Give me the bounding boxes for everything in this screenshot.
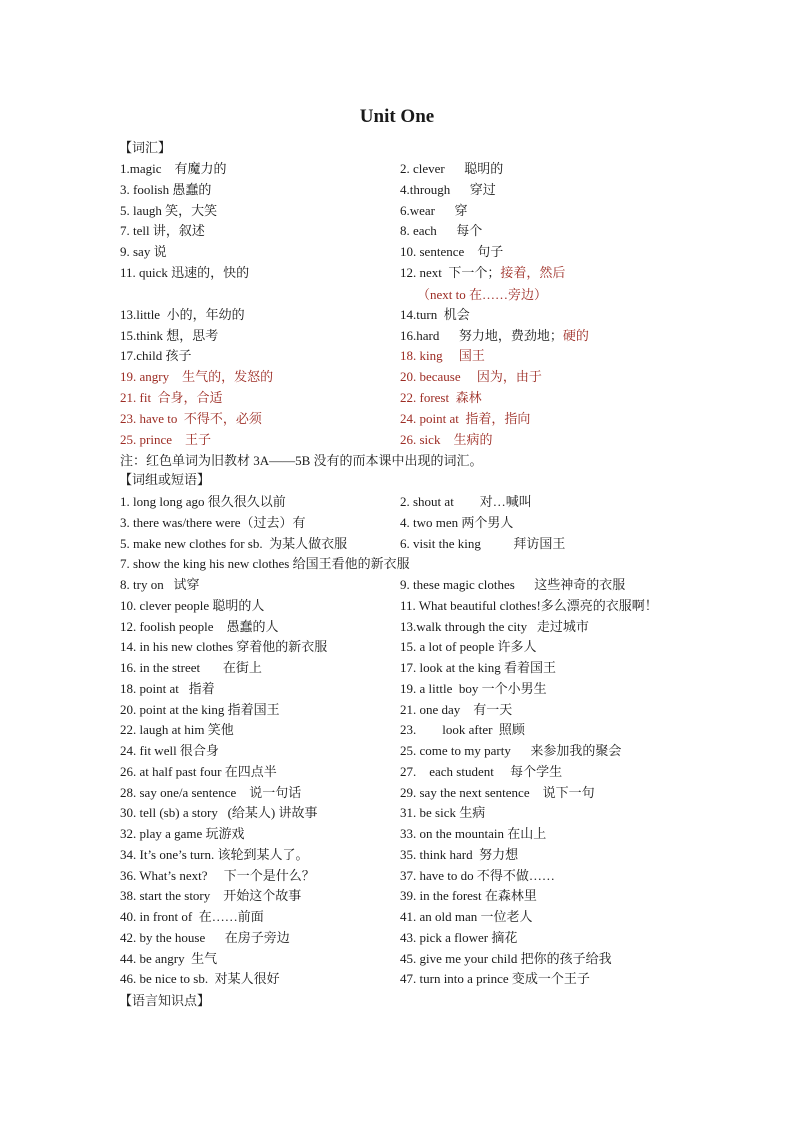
phrase-row xyxy=(0,720,794,740)
vocab-row xyxy=(0,388,794,408)
phrase-item: 32. play a game 玩游戏 xyxy=(120,826,245,841)
phrase-item: 14. in his new clothes 穿着他的新衣服 xyxy=(120,639,328,654)
phrase-row xyxy=(0,554,794,574)
phrase-item: 21. one day 有一天 xyxy=(400,702,513,717)
vocab-row xyxy=(0,346,794,366)
vocab-item-text: 14.turn 机会 xyxy=(400,307,470,322)
vocab-item: 15.think 想，思考 xyxy=(120,328,219,343)
phrase-item: 2. shout at 对…喊叫 xyxy=(400,494,532,509)
phrase-item: 23. look after 照顾 xyxy=(400,722,525,737)
phrase-item: 3. there was/there were（过去）有 xyxy=(120,515,306,530)
vocab-item: 7. tell 讲，叙述 xyxy=(120,223,205,238)
phrase-item: 36. What’s next? 下一个是什么？ xyxy=(120,868,315,883)
phrase-item: 39. in the forest 在森林里 xyxy=(400,888,537,903)
vocab-item xyxy=(400,346,485,366)
phrase-row xyxy=(0,596,794,616)
phrase-row xyxy=(0,658,794,678)
phrase-item: 20. point at the king 指着国王 xyxy=(120,702,280,717)
phrase-item: 26. at half past four 在四点半 xyxy=(120,764,277,779)
vocab-item xyxy=(400,201,468,221)
vocab-row xyxy=(0,367,794,387)
phrase-item: 42. by the house 在房子旁边 xyxy=(120,930,290,945)
vocab-item-text: 4.through 穿过 xyxy=(400,182,496,197)
vocab-row xyxy=(0,159,794,179)
phrase-row xyxy=(0,928,794,948)
phrase-item: 18. point at 指着 xyxy=(120,681,215,696)
phrase-item: 7. show the king his new clothes 给国王看他的新衣服 xyxy=(120,556,410,571)
vocab-row xyxy=(0,242,794,262)
vocab-item: 17.child 孩子 xyxy=(120,348,192,363)
vocab-item: 25. prince 王子 xyxy=(120,432,211,447)
phrase-item: 37. have to do 不得不做…… xyxy=(400,868,555,883)
vocab-item-text: 10. sentence 句子 xyxy=(400,244,504,259)
vocab-row xyxy=(0,326,794,346)
phrase-row xyxy=(0,741,794,761)
vocab-item-text: 20. because 因为，由于 xyxy=(400,369,542,384)
vocab-item-text: 6.wear 穿 xyxy=(400,203,468,218)
phrase-row xyxy=(0,803,794,823)
phrase-item: 5. make new clothes for sb. 为某人做衣服 xyxy=(120,536,348,551)
vocab-row xyxy=(0,221,794,241)
phrase-item: 35. think hard 努力想 xyxy=(400,847,519,862)
vocab-item: 21. fit 合身，合适 xyxy=(120,390,223,405)
phrase-item: 10. clever people 聪明的人 xyxy=(120,598,265,613)
vocab-item: 23. have to 不得不，必须 xyxy=(120,411,262,426)
phrase-row xyxy=(0,492,794,512)
phrase-item: 1. long long ago 很久很久以前 xyxy=(120,494,286,509)
phrase-item: 46. be nice to sb. 对某人很好 xyxy=(120,971,280,986)
vocab-item xyxy=(400,430,492,450)
phrase-row xyxy=(0,762,794,782)
vocab-item: 13.little 小的，年幼的 xyxy=(120,307,245,322)
phrase-item: 11. What beautiful clothes!多么漂亮的衣服啊！ xyxy=(400,598,658,613)
phrase-item: 8. try on 试穿 xyxy=(120,577,200,592)
vocab-item-red-text: 接着，然后 xyxy=(500,265,566,280)
phrase-item: 24. fit well 很合身 xyxy=(120,743,219,758)
phrase-item: 17. look at the king 看着国王 xyxy=(400,660,556,675)
vocab-row xyxy=(0,430,794,450)
vocab-item-text: 8. each 每个 xyxy=(400,223,483,238)
vocab-row xyxy=(0,201,794,221)
phrase-item: 27. each student 每个学生 xyxy=(400,764,563,779)
vocab-item xyxy=(400,326,589,346)
vocab-item-text: 22. forest 森林 xyxy=(400,390,482,405)
phrase-item: 44. be angry 生气 xyxy=(120,951,218,966)
vocab-item xyxy=(400,263,565,283)
knowledge-heading: 【语言知识点】 xyxy=(119,993,211,1008)
vocab-item: 3. foolish 愚蠢的 xyxy=(120,182,212,197)
phrase-item: 31. be sick 生病 xyxy=(400,805,486,820)
phrase-row xyxy=(0,866,794,886)
vocab-item: 11. quick 迅速的，快的 xyxy=(120,265,250,280)
phrase-item: 9. these magic clothes 这些神奇的衣服 xyxy=(400,577,626,592)
phrase-row xyxy=(0,700,794,720)
phrase-row xyxy=(0,575,794,595)
phrase-item: 43. pick a flower 摘花 xyxy=(400,930,518,945)
vocab-item xyxy=(400,367,542,387)
vocab-item: 19. angry 生气的，发怒的 xyxy=(120,369,274,384)
phrase-item: 28. say one/a sentence 说一句话 xyxy=(120,785,302,800)
phrase-row xyxy=(0,783,794,803)
phrase-item: 45. give me your child 把你的孩子给我 xyxy=(400,951,612,966)
vocab-row xyxy=(0,305,794,325)
vocab-item xyxy=(400,305,470,325)
phrase-item: 25. come to my party 来参加我的聚会 xyxy=(400,743,622,758)
vocab-item xyxy=(400,409,530,429)
phrase-item: 33. on the mountain 在山上 xyxy=(400,826,547,841)
phrase-item: 16. in the street 在街上 xyxy=(120,660,262,675)
vocab-item xyxy=(400,180,496,200)
vocab-row xyxy=(0,409,794,429)
vocab-note: 注：红色单词为旧教材 3A——5B 没有的而本课中出现的词汇。 xyxy=(120,453,483,468)
phrase-row xyxy=(0,679,794,699)
phrase-item: 30. tell (sb) a story (给某人) 讲故事 xyxy=(120,805,318,820)
vocab-row xyxy=(0,263,794,283)
phrase-item: 22. laugh at him 笑他 xyxy=(120,722,234,737)
vocab-item-text: 26. sick 生病的 xyxy=(400,432,493,447)
phrase-item: 40. in front of 在……前面 xyxy=(120,909,264,924)
phrase-row xyxy=(0,617,794,637)
phrase-row xyxy=(0,845,794,865)
vocab-item: 9. say 说 xyxy=(120,244,167,259)
vocab-item xyxy=(400,242,503,262)
vocab-row xyxy=(0,180,794,200)
phrase-item: 29. say the next sentence 说下一句 xyxy=(400,785,595,800)
phrase-row xyxy=(0,886,794,906)
phrase-item: 47. turn into a prince 变成一个王子 xyxy=(400,971,590,986)
phrase-item: 41. an old man 一位老人 xyxy=(400,909,533,924)
vocab-item-text: 2. clever 聪明的 xyxy=(400,161,504,176)
vocab-item-red-text: 硬的 xyxy=(562,328,589,343)
phrase-item: 19. a little boy 一个小男生 xyxy=(400,681,547,696)
phrase-row xyxy=(0,824,794,844)
phrase-item: 15. a lot of people 许多人 xyxy=(400,639,537,654)
phrase-item: 12. foolish people 愚蠢的人 xyxy=(120,619,279,634)
phrase-row xyxy=(0,534,794,554)
vocab-item: 5. laugh 笑，大笑 xyxy=(120,203,218,218)
phrase-row xyxy=(0,907,794,927)
vocab-item xyxy=(400,221,482,241)
phrase-row xyxy=(0,513,794,533)
phrase-item: 38. start the story 开始这个故事 xyxy=(120,888,302,903)
phrases-heading: 【词组或短语】 xyxy=(119,472,211,487)
phrase-item: 4. two men 两个男人 xyxy=(400,515,514,530)
phrase-row xyxy=(0,949,794,969)
page-title: Unit One xyxy=(359,106,435,127)
vocab-item-text: 18. king 国王 xyxy=(400,348,485,363)
vocab-item-text: 12. next 下一个； xyxy=(400,265,501,280)
phrase-row xyxy=(0,969,794,989)
vocab-item xyxy=(400,388,482,408)
vocab-item-text: 16.hard 努力地，费劲地； xyxy=(400,328,563,343)
vocab-item xyxy=(400,159,503,179)
phrase-item: 34. It’s one’s turn. 该轮到某人了。 xyxy=(120,847,309,862)
vocab-heading: 【词汇】 xyxy=(119,140,172,155)
vocab-item-text: 24. point at 指着，指向 xyxy=(400,411,531,426)
vocab-continuation: （next to 在……旁边） xyxy=(417,287,547,302)
phrase-item: 6. visit the king 拜访国王 xyxy=(400,536,566,551)
phrase-item: 13.walk through the city 走过城市 xyxy=(400,619,589,634)
vocab-item: 1.magic 有魔力的 xyxy=(120,161,227,176)
phrase-row xyxy=(0,637,794,657)
